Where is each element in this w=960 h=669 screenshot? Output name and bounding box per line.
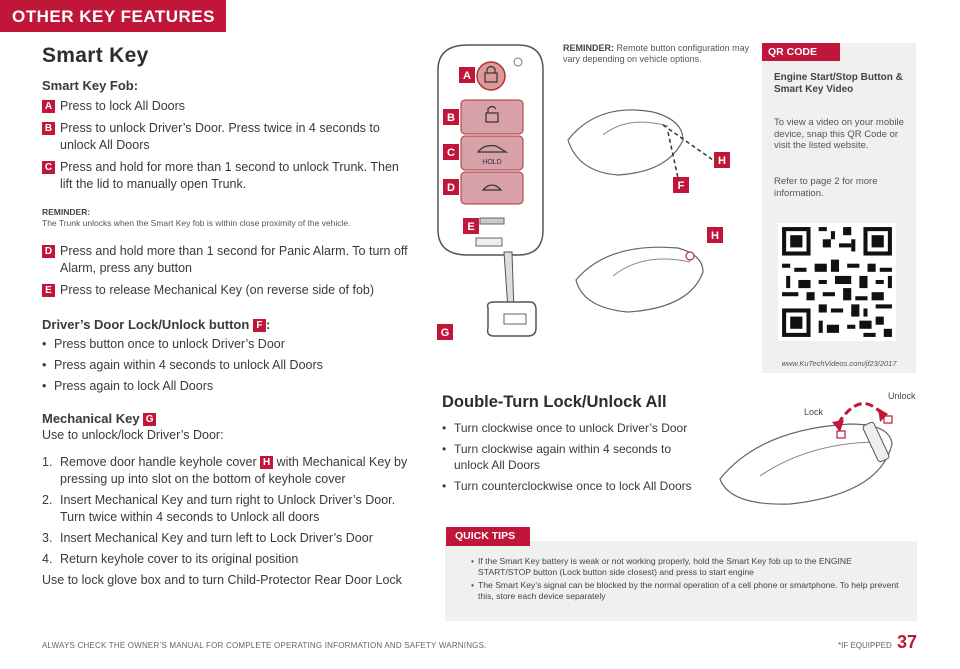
qr-title: Engine Start/Stop Button & Smart Key Video [774, 72, 903, 95]
double-turn-bullet: • Turn clockwise once to unlock Driver’s Door [442, 420, 742, 436]
door-heading-text: Driver’s Door Lock/Unlock button [42, 317, 250, 332]
trunk-reminder [42, 207, 412, 229]
door-handle-bottom [576, 247, 703, 312]
lock-label: Lock [804, 407, 824, 417]
fob-item-a [42, 98, 412, 115]
double-turn-title: Double-Turn Lock/Unlock All [442, 393, 667, 411]
fob-item-c [42, 159, 412, 193]
badge-f-label: F [677, 180, 685, 192]
quick-tips-list [471, 556, 907, 604]
step-text: Insert Mechanical Key and turn right to Unlock Driver’s Door. Turn twice within 4 seconds to Unlock all doors [60, 493, 396, 525]
quick-tips-tab: QUICK TIPS [446, 527, 530, 546]
badge-c-label: C [447, 147, 455, 159]
qr-tab: QR CODE [762, 43, 840, 61]
step-4 [42, 551, 412, 568]
arrow-head-right [878, 408, 888, 422]
double-turn-section [442, 393, 742, 494]
badge-h: H [260, 456, 273, 469]
reminder2-label: REMINDER: [563, 43, 614, 53]
footer-disclaimer: ALWAYS CHECK THE OWNER’S MANUAL FOR COMPLETE OPERATING INFORMATION AND SAFETY WARNINGS. [42, 641, 487, 650]
step-number: 2. [42, 493, 53, 508]
badge-d: D [42, 245, 55, 258]
mechanical-key-head [488, 302, 536, 336]
reminder2-text: Remote button configuration may vary depending on vehicle options. [563, 43, 750, 64]
quick-tip: • The Smart Key’s signal can be blocked by the normal operation of a cell phone or smartphone. To help prevent this, store each device separately [471, 580, 907, 602]
fob-item-text: Press to release Mechanical Key (on reverse side of fob) [60, 283, 375, 297]
step-1 [42, 454, 412, 488]
step-number: 3. [42, 531, 53, 546]
double-turn-bullet: • Turn counterclockwise once to lock All Doors [442, 478, 742, 494]
badge-b-label: B [447, 112, 455, 124]
fob-panic-button [461, 172, 523, 204]
badge-e-label: E [467, 221, 475, 233]
badge-g: G [143, 413, 156, 426]
badge-d-label: D [447, 182, 455, 194]
door-bullet: • Press button once to unlock Driver’s Door [42, 336, 412, 353]
fob-slot [476, 238, 502, 246]
hold-label: HOLD [482, 159, 502, 166]
door-button-heading: Driver’s Door Lock/Unlock button F : [42, 317, 271, 332]
rotate-arrow [838, 404, 882, 424]
quick-tip: • If the Smart Key battery is weak or not working properly, hold the Smart Key fob up to the ENGINE START/STOP button (Lock button side closest) and press to start engine [471, 556, 907, 578]
step-text: Insert Mechanical Key and turn left to Lock Driver’s Door [60, 531, 373, 546]
unlock-label: Unlock [888, 391, 916, 401]
badge-a: A [42, 100, 55, 113]
remote-config-reminder [563, 43, 753, 65]
smart-key-section [42, 44, 412, 589]
fob-unlock-button [461, 100, 523, 134]
step-2 [42, 492, 412, 526]
fob-item-b [42, 120, 412, 154]
reminder-text: The Trunk unlocks when the Smart Key fob is within close proximity of the vehicle. [42, 218, 351, 228]
fob-release-slot [480, 218, 504, 224]
fob-item-text: Press and hold for more than 1 second to unlock Trunk. Then lift the lid to manually open Trunk. [60, 160, 399, 191]
smart-key-fob-illustration [428, 40, 758, 370]
page-number: 37 [897, 632, 918, 652]
door-handle-top [568, 110, 683, 175]
qr-text-ref: Refer to page 2 for more information. [774, 176, 878, 199]
badge-a-label: A [463, 70, 471, 82]
fob-item-d [42, 243, 412, 277]
step-number: 1. [42, 455, 53, 470]
smart-key-title: Smart Key [42, 44, 149, 67]
step-3 [42, 530, 412, 547]
badge-e: E [42, 284, 55, 297]
mech-key-heading [42, 411, 412, 426]
section-header: OTHER KEY FEATURES [0, 0, 226, 32]
fob-item-e [42, 282, 412, 299]
footer-if-equipped: *IF EQUIPPED [838, 641, 892, 650]
badge-h-label-2: H [711, 230, 719, 242]
keyhole-icon [686, 252, 694, 260]
step-number: 4. [42, 552, 53, 567]
fob-item-text: Press and hold more than 1 second for Panic Alarm. To turn off Alarm, press any button [60, 244, 408, 275]
step-text-pre: Remove door handle keyhole cover [60, 455, 257, 470]
badge-h-label-1: H [718, 155, 726, 167]
fob-item-text: Press to unlock Driver’s Door. Press twice in 4 seconds to unlock All Doors [60, 121, 380, 152]
door-bullet: • Press again within 4 seconds to unlock All Doors [42, 357, 412, 374]
door-bullet: • Press again to lock All Doors [42, 378, 412, 395]
mech-heading-text: Mechanical Key [42, 411, 140, 427]
glove-box-text: Use to lock glove box and to turn Child-Protector Rear Door Lock [42, 573, 402, 588]
step-text-post: with Mechanical Key by pressing up into slot on the bottom of keyhole cover [60, 455, 408, 487]
double-turn-bullet: • Turn clockwise again within 4 seconds to unlock All Doors [442, 441, 692, 473]
fob-heading: Smart Key Fob: [42, 78, 139, 93]
badge-f: F [253, 319, 266, 332]
qr-text: To view a video on your mobile device, snap this QR Code or visit the listed website. [774, 117, 904, 151]
step-text: Return keyhole cover to its original position [60, 552, 299, 567]
qr-code-icon[interactable] [778, 223, 896, 341]
badge-b: B [42, 122, 55, 135]
unlock-icon [884, 416, 892, 423]
reminder-label: REMINDER: [42, 207, 91, 217]
badge-g-label: G [440, 327, 450, 339]
badge-c: C [42, 161, 55, 174]
fob-item-text: Press to lock All Doors [60, 99, 186, 113]
qr-url: www.KuTechVideos.com/jf23/2017 [781, 359, 897, 368]
mech-intro: Use to unlock/lock Driver’s Door: [42, 428, 224, 443]
quick-tips-panel [445, 541, 917, 621]
qr-code-panel [762, 43, 916, 373]
double-turn-door-handle [700, 384, 932, 514]
